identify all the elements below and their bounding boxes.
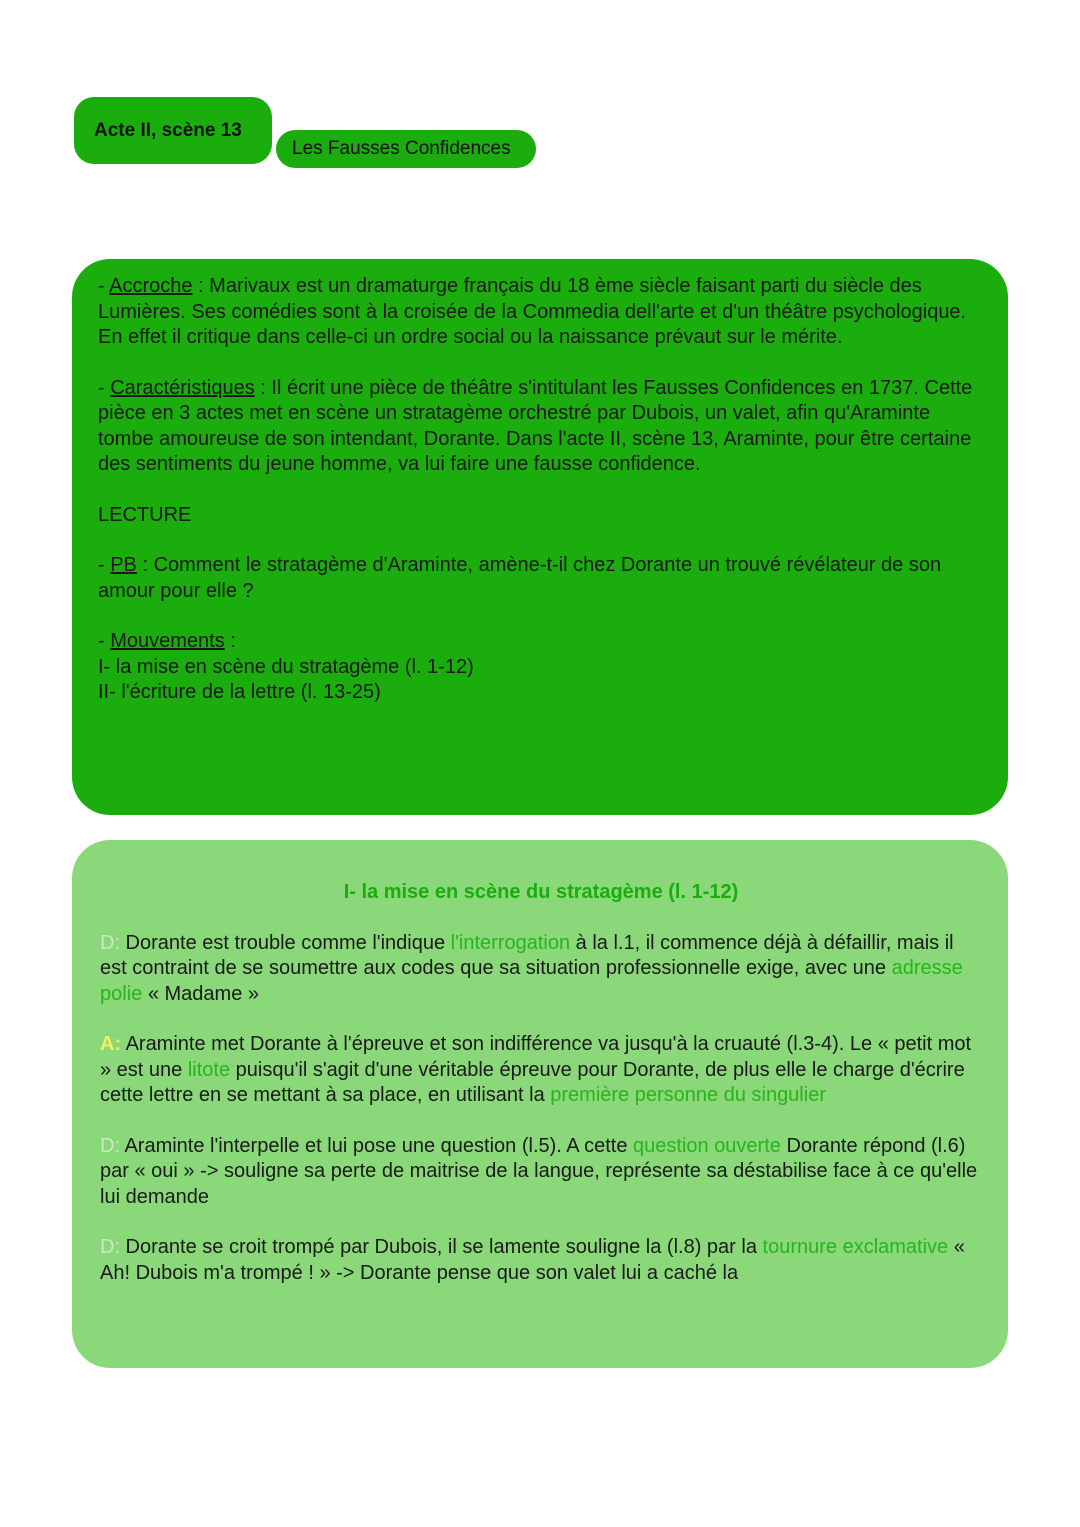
act-label: Acte II, scène 13 — [94, 119, 242, 141]
text-span: puisqu'il s'agit d'une véritable épreuve pour Dorante, de plus elle le charge d'écrire cette lettre en se mettant à sa place, en utilisant la — [100, 1058, 965, 1106]
mouvement-2: II- l'écriture de la lettre (l. 13-25) — [98, 681, 381, 703]
analysis-heading: I- la mise en scène du stratagème (l. 1-12) — [343, 881, 739, 903]
caracteristiques-label: Caractéristiques — [110, 376, 255, 399]
pb-label: PB — [110, 554, 137, 576]
play-title: Les Fausses Confidences — [292, 138, 511, 159]
text-span: à la l.1, il commence déjà à défaillir, mais il est contraint de se soumettre aux codes que sa situation professionnelle exige, avec une — [100, 931, 954, 979]
text-span: Dorante répond (l.6) par « oui » -> souligne sa perte de maitrise de la langue, représente sa déstabilise face à ce qu'elle lui demande — [100, 1134, 978, 1208]
text-span: « Madame » — [142, 982, 259, 1005]
intro-panel — [72, 259, 1008, 815]
act-tab — [74, 97, 272, 164]
mouvement-1: I- la mise en scène du stratagème (l. 1-12) — [98, 655, 474, 678]
analysis-paragraph-2 — [100, 1032, 982, 1109]
accroche-paragraph: - Accroche : Marivaux est un dramaturge français du 18 ème siècle faisant parti du siècle des Lumières. Ses comédies sont à la croisée de la Commedia dell'arte et d'un théâtre psychologique. En effet il critique dans celle-ci un ordre social ou la naissance prévaut sur le mérite. — [98, 275, 967, 348]
accroche-label: Accroche — [109, 275, 193, 297]
figure-highlight: question ouverte — [633, 1134, 781, 1157]
mouvements-label: Mouvements — [110, 630, 225, 652]
caracteristiques-text: : Il écrit une pièce de théâtre s'intitulant les Fausses Confidences en 1737. Cette pièce en 3 actes met en scène un stratagème orchestré par Dubois, un valet, afin qu'Araminte tombe amoureuse de son intendant, Dorante. Dans l'acte II, scène 13, Araminte, pour être certaine des sentiments du jeune homme, va lui faire une fausse confidence. — [98, 376, 973, 475]
figure-highlight: litote — [187, 1058, 231, 1081]
speaker-label: D: — [100, 1236, 120, 1258]
analysis-paragraph-3 — [100, 1134, 982, 1211]
analysis-paragraph-4 — [100, 1235, 982, 1286]
mouvements-suffix: : — [224, 630, 236, 652]
pb-text: : Comment le stratagème d'Araminte, amène-t-il chez Dorante un trouvé révélateur de son amour pour elle ? — [98, 554, 942, 602]
speaker-label: D: — [100, 1134, 120, 1157]
speaker-label: D: — [100, 931, 120, 954]
figure-highlight: adresse polie — [100, 957, 963, 1005]
speaker-label: A: — [100, 1033, 122, 1055]
pb-paragraph: - PB : Comment le stratagème d'Araminte, amène-t-il chez Dorante un trouvé révélateur de son amour pour elle ? — [98, 554, 942, 602]
text-span: Araminte l'interpelle et lui pose une question (l.5). A cette — [120, 1134, 634, 1157]
text-span: Araminte met Dorante à l'épreuve et son indifférence va jusqu'à la cruauté (l.3-4). Le « petit mot » est une — [100, 1033, 972, 1081]
accroche-text: : Marivaux est un dramaturge français du 18 ème siècle faisant parti du siècle des Lumières. Ses comédies sont à la croisée de la Commedia dell'arte et d'un théâtre psychologique. En effet il critique dans celle-ci un ordre social ou la naissance prévaut sur le mérite. — [98, 275, 967, 348]
analysis-panel — [72, 840, 1008, 1368]
caracteristiques-paragraph: - Caractéristiques : Il écrit une pièce de théâtre s'intitulant les Fausses Confidences en 1737. Cette pièce en 3 actes met en scène un stratagème orchestré par Dubois, un valet, afin qu'Araminte tombe amoureuse de son intendant, Dorante. Dans l'acte II, scène 13, Araminte, pour être certaine des sentiments du jeune homme, va lui faire une fausse confidence. — [98, 376, 973, 475]
figure-highlight: l'interrogation — [450, 931, 571, 954]
lecture-heading: LECTURE — [98, 503, 192, 526]
text-span: « Ah! Dubois m'a trompé ! » -> Dorante pense que son valet lui a caché la — [100, 1236, 965, 1284]
figure-highlight: première personne du singulier — [550, 1084, 826, 1106]
figure-highlight: tournure exclamative — [762, 1236, 949, 1258]
text-span: Dorante est trouble comme l'indique — [120, 931, 451, 954]
analysis-paragraph-1 — [100, 931, 982, 1008]
play-title-tab — [276, 130, 536, 168]
mouvements-paragraph: - Mouvements : — [98, 630, 236, 652]
text-span: Dorante se croit trompé par Dubois, il se lamente souligne la (l.8) par la — [120, 1236, 763, 1258]
